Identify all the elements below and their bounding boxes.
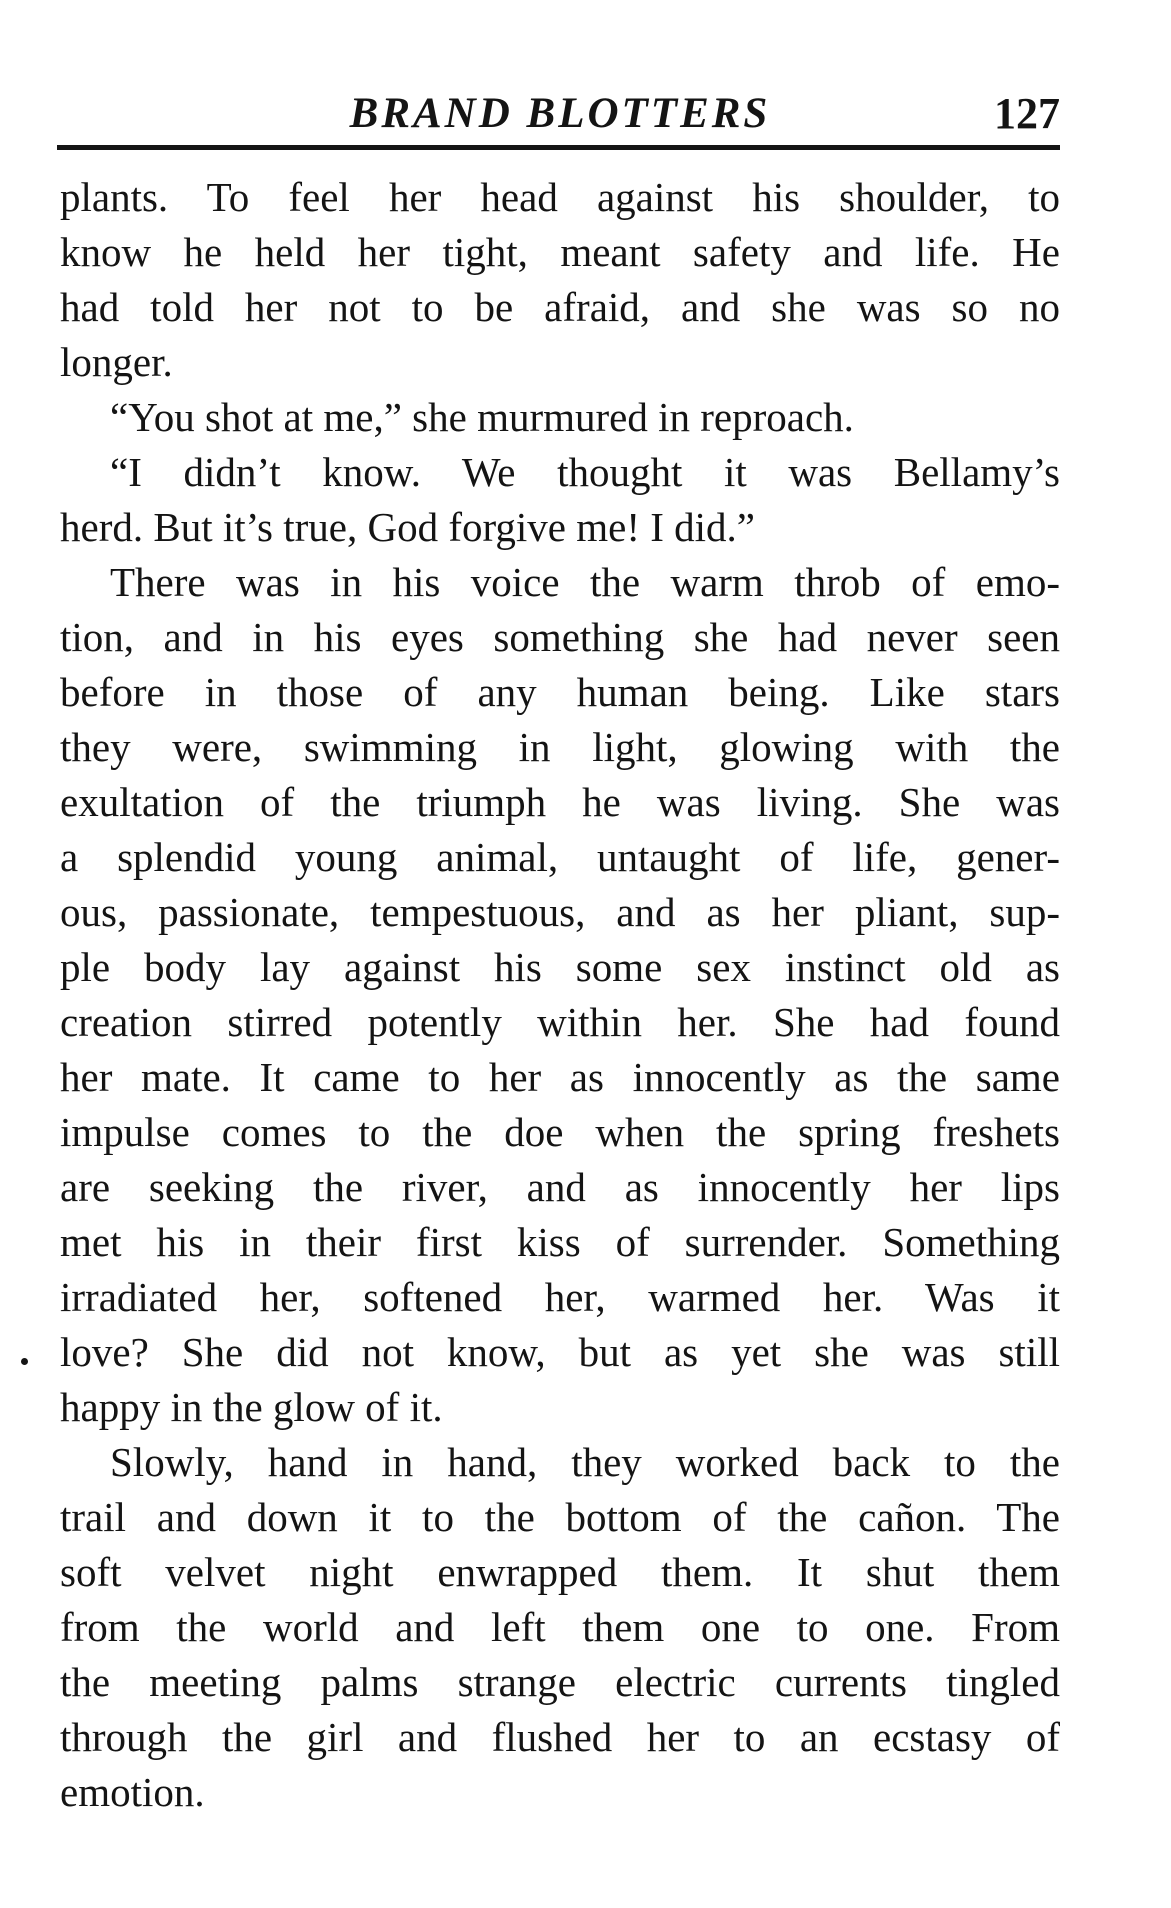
text-line: longer. [60, 339, 173, 385]
running-head [60, 84, 1060, 144]
margin-mark [21, 1358, 28, 1365]
text-line: “You shot at me,” she murmured in reproach. [110, 394, 854, 440]
text-line: her mate. It came to her as innocently as the same [60, 1054, 1060, 1100]
text-line: soft velvet night enwrapped them. It shut them [60, 1549, 1060, 1595]
text-line: “I didn’t know. We thought it was Bellamy’s [110, 449, 1060, 495]
text-line: met his in their first kiss of surrender. Something [60, 1219, 1060, 1265]
text-line: ous, passionate, tempestuous, and as her pliant, sup- [60, 889, 1060, 935]
text-line: love? She did not know, but as yet she was still [60, 1329, 1060, 1375]
text-line: trail and down it to the bottom of the cañon. The [60, 1494, 1060, 1540]
text-line: a splendid young animal, untaught of life, gener- [60, 834, 1060, 880]
text-line: tion, and in his eyes something she had never seen [60, 614, 1060, 660]
text-line: irradiated her, softened her, warmed her. Was it [60, 1274, 1060, 1320]
page-number: 127 [994, 89, 1060, 138]
header-rule [57, 145, 1060, 150]
text-line: creation stirred potently within her. She had found [60, 999, 1060, 1045]
text-line: emotion. [60, 1769, 205, 1815]
text-line: through the girl and flushed her to an ecstasy of [60, 1714, 1060, 1760]
text-line: are seeking the river, and as innocently her lips [60, 1164, 1060, 1210]
text-line: they were, swimming in light, glowing with the [60, 724, 1060, 770]
text-line: There was in his voice the warm throb of emo- [110, 559, 1060, 605]
text-line: impulse comes to the doe when the spring freshets [60, 1109, 1060, 1155]
text-line: herd. But it’s true, God forgive me! I did.” [60, 504, 755, 550]
text-line: the meeting palms strange electric currents tingled [60, 1659, 1060, 1705]
running-title: BRAND BLOTTERS [349, 90, 771, 137]
text-line: plants. To feel her head against his shoulder, to [60, 174, 1060, 220]
body-text [60, 170, 1060, 1820]
text-line: before in those of any human being. Like stars [60, 669, 1060, 715]
text-line: Slowly, hand in hand, they worked back to the [110, 1439, 1060, 1485]
text-line: from the world and left them one to one. From [60, 1604, 1060, 1650]
text-line: happy in the glow of it. [60, 1384, 443, 1430]
text-line: exultation of the triumph he was living. She was [60, 779, 1060, 825]
text-line: ple body lay against his some sex instinct old as [60, 944, 1060, 990]
text-line: know he held her tight, meant safety and life. He [60, 229, 1060, 275]
text-line: had told her not to be afraid, and she was so no [60, 284, 1060, 330]
